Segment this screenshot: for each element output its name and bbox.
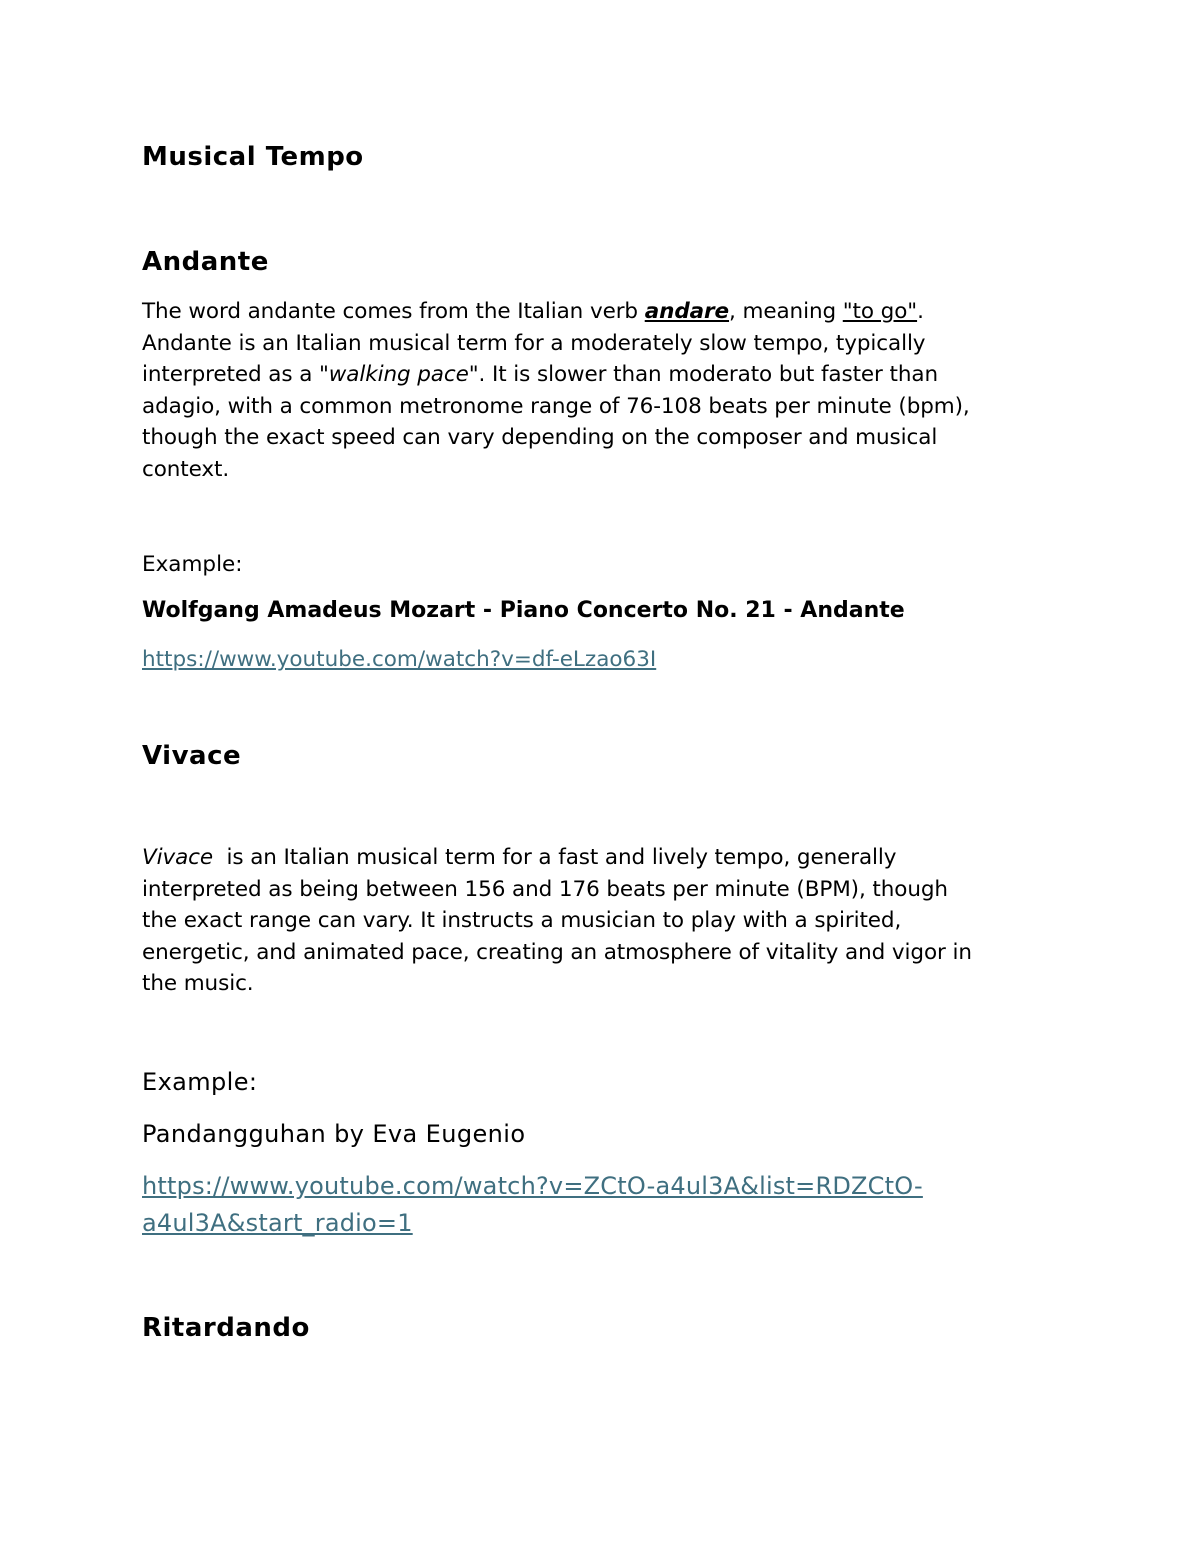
andante-example-link[interactable]: https://www.youtube.com/watch?v=df-eLzao63I — [142, 647, 657, 672]
term-vivace: Vivace — [142, 845, 214, 870]
andante-paragraph — [142, 296, 970, 485]
vivace-paragraph-line-2: interpreted as being between 156 and 176 beats per minute (BPM), though — [142, 876, 948, 902]
heading-andante: Andante — [142, 247, 269, 277]
andante-example-piece: Wolfgang Amadeus Mozart - Piano Concerto No. 21 - Andante — [142, 598, 905, 623]
andante-paragraph-line-3: interpreted as a "walking pace". It is slower than moderato but faster than — [142, 362, 938, 387]
andante-example-label: Example: — [142, 552, 243, 577]
vivace-paragraph-line-4: energetic, and animated pace, creating an atmosphere of vitality and vigor in — [142, 939, 972, 965]
vivace-example-label: Example: — [142, 1068, 258, 1096]
vivace-example-link-line-2[interactable]: a4ul3A&start_radio=1 — [142, 1209, 413, 1237]
document-title: Musical Tempo — [142, 142, 364, 172]
vivace-example-link-line-1[interactable]: https://www.youtube.com/watch?v=ZCtO-a4ul3A&list=RDZCtO- — [142, 1172, 923, 1200]
andante-paragraph-line-4: adagio, with a common metronome range of 76-108 beats per minute (bpm), — [142, 393, 970, 419]
vivace-paragraph — [142, 842, 972, 1000]
andante-paragraph-line-2: Andante is an Italian musical term for a moderately slow tempo, typically — [142, 330, 926, 356]
vivace-example-piece: Pandangguhan by Eva Eugenio — [142, 1120, 526, 1148]
quote-to-go: "to go" — [842, 299, 918, 324]
andante-paragraph-line-5: though the exact speed can vary depending on the composer and musical — [142, 425, 938, 450]
heading-ritardando: Ritardando — [142, 1313, 310, 1343]
vivace-paragraph-line-5: the music. — [142, 971, 254, 996]
term-andare: andare — [644, 299, 730, 324]
andante-paragraph-line-1: The word andante comes from the Italian verb andare, meaning "to go". — [142, 299, 924, 324]
walking-pace-phrase: walking pace — [328, 362, 469, 387]
vivace-paragraph-line-1: Vivace is an Italian musical term for a fast and lively tempo, generally — [142, 845, 897, 870]
andante-paragraph-line-6: context. — [142, 456, 230, 482]
vivace-paragraph-line-3: the exact range can vary. It instructs a musician to play with a spirited, — [142, 908, 902, 933]
heading-vivace: Vivace — [142, 741, 242, 771]
vivace-example-link[interactable] — [142, 1168, 923, 1242]
